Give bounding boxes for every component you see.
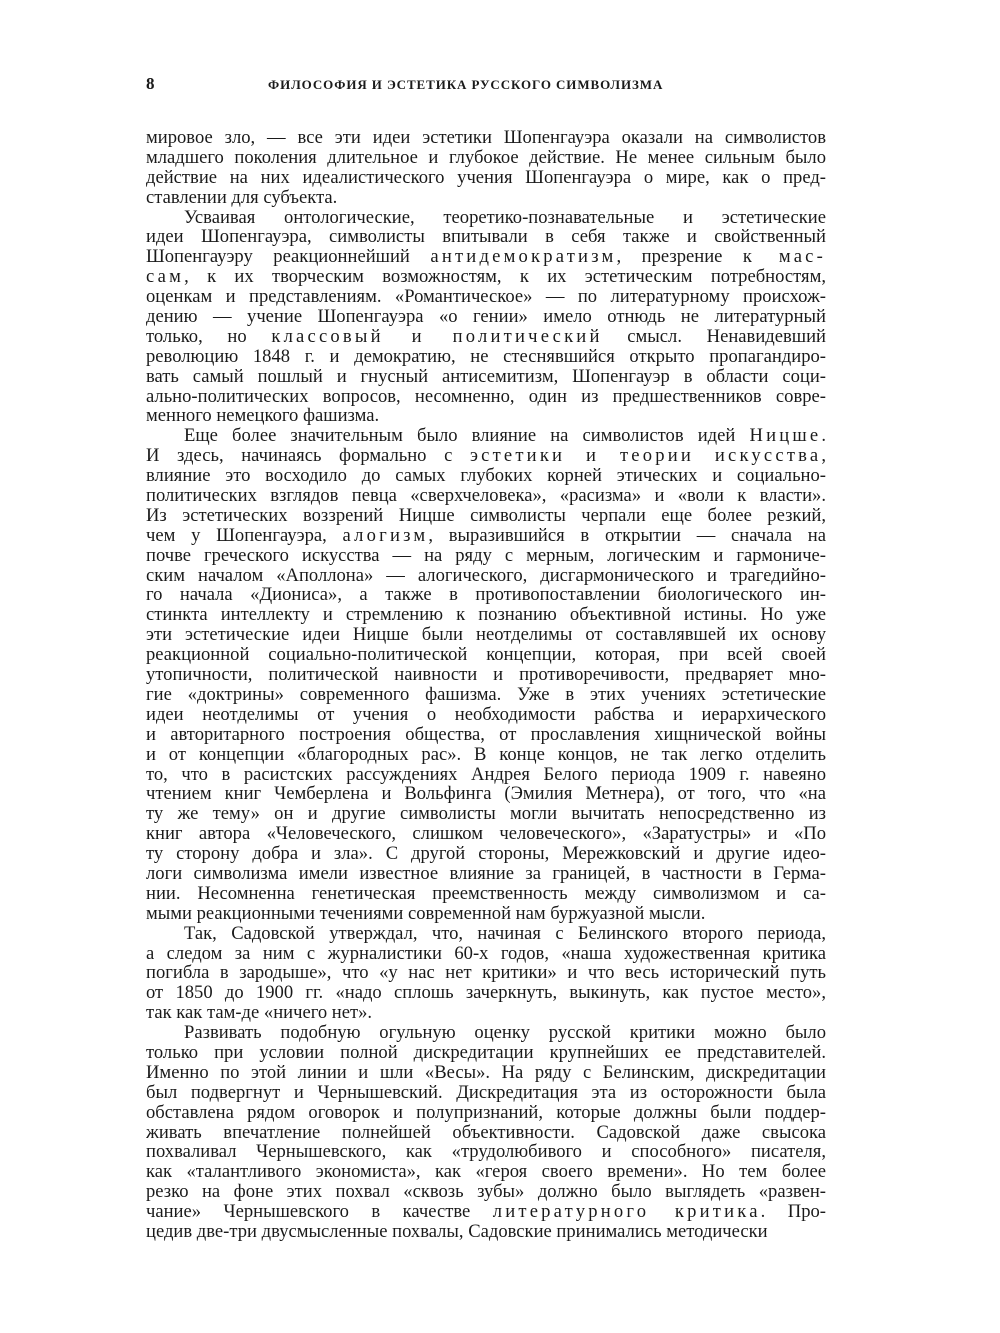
text-run: ставлении для субъекта. bbox=[146, 187, 338, 208]
text-run: цедив две-три двусмысленные похвалы, Садовские принимались методически bbox=[146, 1221, 768, 1242]
text-run: вать самый пошлый и гнусный антисемитизм, Шопенгауэр в области соци- bbox=[146, 366, 826, 387]
page-number: 8 bbox=[146, 74, 155, 93]
text-run: , выразившийся в открытии — сначала на bbox=[428, 525, 826, 546]
text-run: стинкта интеллекту и стремлению к познанию объективной истины. Но уже bbox=[146, 605, 826, 626]
text-run: логи символизма имели известное влияние за границей, в частности в Герма- bbox=[146, 863, 826, 884]
spaced-emphasis: к мас- bbox=[742, 247, 826, 268]
text-line bbox=[146, 526, 826, 546]
text-run: книг автора «Человеческого, слишком человеческого», «Заратустры» и «По bbox=[146, 824, 826, 845]
text-line bbox=[146, 944, 826, 964]
text-run: мыми реакционными течениями современной нам буржуазной мысли. bbox=[146, 903, 706, 924]
text-run: Именно по этой линии и шли «Весы». На ряду с Белинским, дискредитации bbox=[146, 1062, 826, 1083]
spaced-emphasis: классовый и политический bbox=[271, 326, 603, 347]
text-run: был подвергнут и Чернышевский. Дискредитация эта из осторожности была bbox=[146, 1082, 826, 1103]
text-line bbox=[146, 307, 826, 327]
text-run: дению — учение Шопенгауэра «о гении» имело отнюдь не литературный bbox=[146, 307, 826, 327]
text-run: Шопенгауэру реакционнейший bbox=[146, 247, 431, 268]
text-line bbox=[146, 904, 826, 924]
text-line bbox=[146, 784, 826, 804]
text-line bbox=[146, 406, 826, 426]
body-text bbox=[146, 128, 826, 1242]
text-run: только при условии полной дискредитации крупнейших ее представителей. bbox=[146, 1042, 826, 1063]
text-run: похваливал Чернышевского, как «трудолюбивого и способного» писателя, bbox=[146, 1142, 826, 1163]
text-line bbox=[146, 983, 826, 1003]
text-line bbox=[146, 1123, 826, 1143]
text-line bbox=[146, 128, 826, 148]
text-run: чтением книг Чемберлена и Вольфинга (Эмилия Метнера), от того, что «на bbox=[146, 784, 826, 805]
text-run: ту же тему» он и другие символисты могли вычитать непосредственно из bbox=[146, 804, 826, 825]
text-line bbox=[146, 168, 826, 188]
running-title: ФИЛОСОФИЯ И ЭСТЕТИКА РУССКОГО СИМВОЛИЗМА bbox=[268, 77, 664, 92]
spaced-emphasis: сам bbox=[146, 267, 185, 288]
text-run: Развивать подобную огульную оценку русской критики можно было bbox=[184, 1023, 826, 1043]
text-line bbox=[146, 864, 826, 884]
text-line bbox=[146, 208, 826, 228]
text-run: оценкам и представлениям. «Романтическое» — по литературному происхож- bbox=[146, 287, 826, 308]
text-run: и от концепции «благородных рас». В конце концов, не так легко отделить bbox=[146, 744, 826, 765]
text-run: . Про- bbox=[760, 1202, 826, 1222]
text-run: политических взглядов певца «сверхчеловека», «расизма» и «воли к власти». bbox=[146, 486, 826, 506]
text-run: эти эстетические идеи Ницше были неотделимы от составлявшей их основу bbox=[146, 625, 826, 646]
text-run: революцию 1848 г. и демократию, не стеснявшийся открыто пропагандиро- bbox=[146, 346, 826, 367]
text-line bbox=[146, 963, 826, 983]
text-line bbox=[146, 1003, 826, 1023]
text-line bbox=[146, 1202, 826, 1222]
text-run: ским началом «Аполлона» — алогического, дисгармонического и трагедийно- bbox=[146, 565, 826, 586]
text-line bbox=[146, 924, 826, 944]
text-run: утопичности, политической наивности и противоречивости, предваряет мно- bbox=[146, 665, 826, 685]
text-run: только, но bbox=[146, 326, 272, 347]
paragraph bbox=[146, 426, 826, 923]
text-run: , bbox=[821, 446, 826, 467]
text-line bbox=[146, 1182, 826, 1202]
text-line bbox=[146, 645, 826, 665]
text-run: Еще более значительным было влияние на символистов идей bbox=[184, 426, 750, 447]
spaced-emphasis: антидемократизм bbox=[430, 247, 617, 268]
text-line bbox=[146, 1162, 826, 1182]
text-line bbox=[146, 387, 826, 407]
text-run: гие «доктрины» современного фашизма. Уже в этих учениях эстетические bbox=[146, 684, 826, 705]
text-run: И здесь, начинаясь формально с bbox=[146, 446, 470, 467]
text-run: то, что в расистских рассуждениях Андрея Белого периода 1909 г. навеяно bbox=[146, 764, 826, 785]
text-line bbox=[146, 585, 826, 605]
text-line bbox=[146, 347, 826, 367]
text-line bbox=[146, 566, 826, 586]
paragraph bbox=[146, 924, 826, 1023]
text-run: менного немецкого фашизма. bbox=[146, 406, 380, 427]
text-run: погибла в зародыше», что «у нас нет критики» и что весь исторический путь bbox=[146, 963, 826, 984]
text-line bbox=[146, 426, 826, 446]
text-line bbox=[146, 884, 826, 904]
text-run: так как там-де «ничего нет». bbox=[146, 1003, 373, 1024]
spaced-emphasis: эстетики и теории искусства bbox=[469, 446, 822, 467]
text-line bbox=[146, 367, 826, 387]
text-line bbox=[146, 1142, 826, 1162]
text-run: чем у Шопенгауэра, bbox=[146, 525, 343, 546]
text-line bbox=[146, 247, 826, 267]
text-line bbox=[146, 188, 826, 208]
paragraph bbox=[146, 128, 826, 208]
text-line bbox=[146, 148, 826, 168]
text-run: , презрение bbox=[616, 247, 743, 268]
text-run: нии. Несомненна генетическая преемственность между символизмом и са- bbox=[146, 883, 826, 904]
text-line bbox=[146, 824, 826, 844]
text-run: ту сторону добра и зла». С другой стороны, Мережковский и другие идео- bbox=[146, 844, 826, 864]
text-run: идеи неотделимы от учения о необходимости рабства и иерархического bbox=[146, 704, 826, 725]
text-run: обставлена рядом оговорок и полупризнаний, которые должны были поддер- bbox=[146, 1102, 826, 1123]
text-line bbox=[146, 287, 826, 307]
text-line bbox=[146, 804, 826, 824]
text-run: почве греческого искусства — на ряду с мерным, логическим и гармониче- bbox=[146, 545, 826, 566]
text-run: резко на фоне этих похвал «сквозь зубы» должно было выглядеть «развен- bbox=[146, 1182, 826, 1203]
text-run: чание» Чернышевского в качестве bbox=[146, 1202, 493, 1222]
text-run: Из эстетических воззрений Ницше символисты черпали еще более резкий, bbox=[146, 505, 826, 526]
spaced-emphasis: Ницше bbox=[749, 426, 822, 447]
text-line bbox=[146, 1083, 826, 1103]
text-line bbox=[146, 446, 826, 466]
text-line bbox=[146, 1043, 826, 1063]
text-line bbox=[146, 1103, 826, 1123]
text-line bbox=[146, 745, 826, 765]
text-run: смысл. Ненавидевший bbox=[602, 326, 826, 347]
text-line bbox=[146, 486, 826, 506]
text-run: живать впечатление полнейшей объективности. Садовской даже свысока bbox=[146, 1122, 826, 1143]
text-line bbox=[146, 227, 826, 247]
paragraph bbox=[146, 1023, 826, 1242]
text-run: . bbox=[821, 426, 826, 447]
text-run: Так, Садовской утверждал, что, начиная с Белинского второго периода, bbox=[184, 923, 826, 944]
spaced-emphasis: алогизм bbox=[342, 525, 429, 546]
text-run: мировое зло, — все эти идеи эстетики Шопенгауэра оказали на символистов bbox=[146, 128, 826, 148]
text-line bbox=[146, 466, 826, 486]
text-line bbox=[146, 506, 826, 526]
spaced-emphasis: литературного критика bbox=[492, 1202, 761, 1222]
page-header bbox=[146, 74, 826, 98]
text-line bbox=[146, 1063, 826, 1083]
text-run: реакционной социально-политической концепции, которая, при всей своей bbox=[146, 645, 826, 666]
text-run: влияние это восходило до самых глубоких корней этических и социально- bbox=[146, 466, 826, 487]
text-run: идеи Шопенгауэра, символисты впитывали в себя также и свойственный bbox=[146, 227, 826, 248]
text-line bbox=[146, 625, 826, 645]
paragraph bbox=[146, 208, 826, 427]
text-line bbox=[146, 1222, 826, 1242]
text-run: и авторитарного построения общества, от прославления хищнической войны bbox=[146, 724, 826, 745]
text-run: а следом за ним с журналистики 60-х годов, «наша художественная критика bbox=[146, 943, 826, 964]
text-line bbox=[146, 685, 826, 705]
text-line bbox=[146, 605, 826, 625]
text-run: младшего поколения длительное и глубокое действие. Не менее сильным было bbox=[146, 147, 826, 168]
text-line bbox=[146, 705, 826, 725]
text-line bbox=[146, 1023, 826, 1043]
text-run: го начала «Диониса», а также в противопоставлении биологического ин- bbox=[146, 585, 826, 606]
text-line bbox=[146, 765, 826, 785]
text-line bbox=[146, 327, 826, 347]
text-run: ально-политических вопросов, несомненно, один из предшественников совре- bbox=[146, 386, 826, 407]
text-line bbox=[146, 546, 826, 566]
text-run: действие на них идеалистического учения Шопенгауэра о мире, как о пред- bbox=[146, 167, 826, 188]
text-line bbox=[146, 844, 826, 864]
text-line bbox=[146, 725, 826, 745]
text-run: от 1850 до 1900 гг. «надо сплошь зачеркнуть, выкинуть, как пустое место», bbox=[146, 983, 826, 1004]
text-run: , к их творческим возможностям, к их эстетическим потребностям, bbox=[184, 267, 826, 288]
text-run: Усваивая онтологические, теоретико-познавательные и эстетические bbox=[184, 207, 826, 228]
text-line bbox=[146, 267, 826, 287]
text-run: как «талантливого экономиста», как «героя своего времени». Но тем более bbox=[146, 1162, 826, 1183]
text-line bbox=[146, 665, 826, 685]
